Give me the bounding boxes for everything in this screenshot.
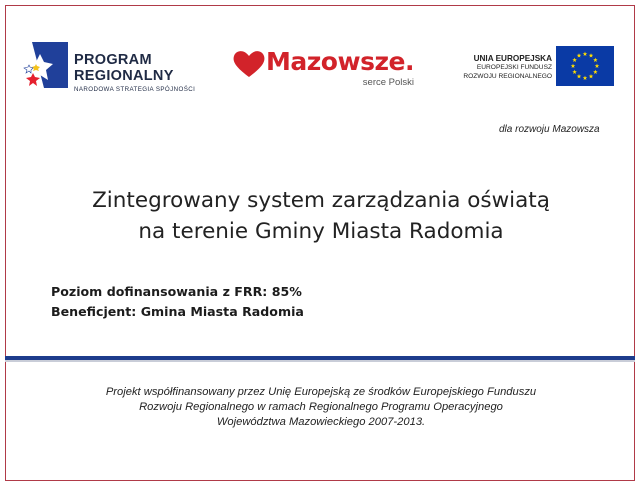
- program-regionalny-text: [74, 52, 195, 95]
- eu-flag-icon: [556, 46, 614, 86]
- program-line3: NARODOWA STRATEGIA SPÓJNOŚCI: [74, 86, 196, 93]
- mazowsze-wordmark: Mazowsze.: [266, 47, 414, 76]
- program-line2: REGIONALNY: [74, 68, 174, 84]
- mazowsze-tagline: serce Polski: [362, 77, 414, 88]
- mazowsze-logo: [230, 44, 420, 92]
- project-title-line1: Zintegrowany system zarządzania oświatą: [92, 188, 550, 213]
- program-line1: PROGRAM: [74, 52, 152, 68]
- program-regionalny-logo: [22, 40, 212, 95]
- heart-icon: [232, 48, 266, 78]
- motto-text: dla rozwoju Mazowsza: [499, 124, 600, 135]
- footer-note: [40, 385, 602, 430]
- program-regionalny-emblem-icon: [22, 40, 72, 92]
- footer-line3: Województwa Mazowieckiego 2007-2013.: [216, 416, 426, 428]
- eu-line3: ROZWOJU REGIONALNEGO: [463, 72, 552, 80]
- footer-line2: Rozwoju Regionalnego w ramach Regionalnego Programu Operacyjnego: [139, 401, 503, 413]
- project-info: [51, 282, 304, 322]
- project-title: [0, 185, 642, 247]
- project-title-line2: na terenie Gminy Miasta Radomia: [138, 219, 504, 244]
- beneficiary: Beneficjent: Gmina Miasta Radomia: [51, 304, 304, 319]
- eu-text: [446, 54, 552, 81]
- divider-shadow: [5, 360, 635, 362]
- cofinancing-level: Poziom dofinansowania z FRR: 85%: [51, 284, 302, 299]
- footer-line1: Projekt współfinansowany przez Unię Europejską ze środków Europejskiego Funduszu: [105, 386, 537, 398]
- eu-line1: UNIA EUROPEJSKA: [473, 54, 552, 63]
- eu-line2: EUROPEJSKI FUNDUSZ: [476, 64, 552, 71]
